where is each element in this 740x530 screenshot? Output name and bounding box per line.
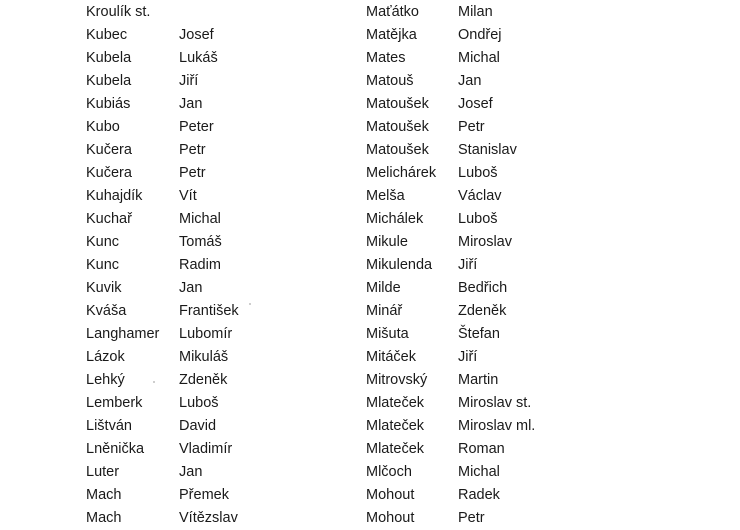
surname: Matějka: [366, 27, 417, 43]
surname: Mlateček: [366, 441, 425, 457]
surname: Lněnička: [86, 441, 145, 457]
surname: Mlčoch: [366, 464, 412, 480]
name-row: [366, 461, 535, 484]
name-row: [366, 70, 535, 93]
given-name: Vladimír: [179, 441, 233, 457]
given-name: Josef: [179, 27, 214, 43]
surname: Kunc: [86, 234, 120, 250]
given-name: Jan: [179, 280, 203, 296]
surname: Mitrovský: [366, 372, 428, 388]
surname: Kváša: [86, 303, 127, 319]
surname: Michálek: [366, 211, 424, 227]
name-row: [86, 438, 239, 461]
surname: Kučera: [86, 165, 132, 181]
surname: Mach: [86, 510, 122, 526]
name-row: [366, 346, 535, 369]
name-row: [86, 185, 239, 208]
scan-speck: [153, 381, 155, 383]
name-row: [366, 277, 535, 300]
given-name: Štefan: [458, 326, 500, 342]
given-name: Peter: [179, 119, 214, 135]
name-row: [366, 47, 535, 70]
given-name: Jan: [179, 464, 203, 480]
given-name: Bedřich: [458, 280, 508, 296]
surname: Lemberk: [86, 395, 143, 411]
given-name: Ondřej: [458, 27, 502, 43]
given-name: Miroslav: [458, 234, 512, 250]
given-name: Vítězslav: [179, 510, 238, 526]
surname: Kuvik: [86, 280, 122, 296]
surname: Lištván: [86, 418, 132, 434]
name-row: [366, 415, 535, 438]
given-name: Luboš: [179, 395, 219, 411]
name-row: [366, 300, 535, 323]
name-row: [86, 254, 239, 277]
given-name: Michal: [458, 464, 500, 480]
name-row: [86, 415, 239, 438]
name-row: [366, 323, 535, 346]
given-name: Michal: [179, 211, 221, 227]
name-row: [366, 231, 535, 254]
given-name: Petr: [458, 510, 485, 526]
name-row: [366, 139, 535, 162]
given-name: Vít: [179, 188, 197, 204]
name-row: [86, 231, 239, 254]
name-row: [366, 116, 535, 139]
surname: Melichárek: [366, 165, 437, 181]
given-name: Lukáš: [179, 50, 218, 66]
surname: Matoušek: [366, 142, 429, 158]
name-row: [86, 484, 239, 507]
given-name: Jiří: [179, 73, 199, 89]
given-name: František: [179, 303, 239, 319]
surname: Mitáček: [366, 349, 416, 365]
given-name: Jiří: [458, 257, 478, 273]
surname: Mlateček: [366, 395, 425, 411]
given-name: Petr: [179, 165, 206, 181]
given-name: Martin: [458, 372, 499, 388]
given-name: Luboš: [458, 211, 498, 227]
name-row: [366, 93, 535, 116]
surname: Kubo: [86, 119, 120, 135]
given-name: Tomáš: [179, 234, 222, 250]
surname: Kučera: [86, 142, 132, 158]
surname: Mikulenda: [366, 257, 433, 273]
surname: Milde: [366, 280, 401, 296]
given-name: Radek: [458, 487, 500, 503]
surname: Luter: [86, 464, 120, 480]
name-row: [86, 93, 239, 116]
name-row: [86, 1, 239, 24]
given-name: Petr: [458, 119, 485, 135]
surname: Maťátko: [366, 4, 419, 20]
given-name: Lubomír: [179, 326, 233, 342]
names-column-left: [86, 1, 239, 530]
name-row: [366, 208, 535, 231]
name-row: [86, 369, 239, 392]
surname: Lehký: [86, 372, 125, 388]
surname: Matoušek: [366, 119, 429, 135]
given-name: Roman: [458, 441, 505, 457]
name-row: [366, 1, 535, 24]
surname: Kunc: [86, 257, 120, 273]
name-row: [86, 24, 239, 47]
name-row: [86, 507, 239, 530]
surname: Mišuta: [366, 326, 409, 342]
name-row: [366, 24, 535, 47]
surname: Kroulík st.: [86, 4, 151, 20]
given-name: Zdeněk: [179, 372, 228, 388]
surname: Mlateček: [366, 418, 425, 434]
name-row: [366, 185, 535, 208]
name-row: [366, 507, 535, 530]
surname: Kubela: [86, 73, 132, 89]
name-row: [366, 438, 535, 461]
given-name: Mikuláš: [179, 349, 229, 365]
name-row: [366, 484, 535, 507]
name-row: [366, 392, 535, 415]
surname: Kuhajdík: [86, 188, 143, 204]
surname: Kubela: [86, 50, 132, 66]
name-row: [86, 208, 239, 231]
surname: Minář: [366, 303, 403, 319]
given-name: Přemek: [179, 487, 229, 503]
given-name: Stanislav: [458, 142, 517, 158]
name-row: [86, 162, 239, 185]
name-row: [86, 461, 239, 484]
surname: Kubiás: [86, 96, 131, 112]
surname: Melša: [366, 188, 405, 204]
surname: Mikule: [366, 234, 408, 250]
given-name: Milan: [458, 4, 493, 20]
surname: Matouš: [366, 73, 414, 89]
name-row: [86, 346, 239, 369]
given-name: Michal: [458, 50, 500, 66]
given-name: Jan: [179, 96, 203, 112]
surname: Mohout: [366, 487, 415, 503]
name-row: [86, 323, 239, 346]
given-name: David: [179, 418, 217, 434]
given-name: Jiří: [458, 349, 478, 365]
name-row: [86, 277, 239, 300]
surname: Mohout: [366, 510, 415, 526]
given-name: Radim: [179, 257, 221, 273]
given-name: Zdeněk: [458, 303, 507, 319]
name-row: [86, 116, 239, 139]
names-column-right: [366, 1, 535, 530]
surname: Matoušek: [366, 96, 429, 112]
name-row: [86, 300, 239, 323]
name-row: [366, 254, 535, 277]
given-name: Miroslav ml.: [458, 418, 536, 434]
given-name: Petr: [179, 142, 206, 158]
scan-speck: [249, 303, 251, 305]
name-row: [86, 392, 239, 415]
surname: Lázok: [86, 349, 125, 365]
name-row: [366, 369, 535, 392]
name-row: [86, 70, 239, 93]
given-name: Jan: [458, 73, 482, 89]
surname: Mates: [366, 50, 406, 66]
given-name: Josef: [458, 96, 493, 112]
given-name: Luboš: [458, 165, 498, 181]
given-name: Miroslav st.: [458, 395, 532, 411]
name-row: [366, 162, 535, 185]
given-name: Václav: [458, 188, 502, 204]
name-row: [86, 47, 239, 70]
surname: Kubec: [86, 27, 128, 43]
surname: Kuchař: [86, 211, 132, 227]
surname: Langhamer: [86, 326, 160, 342]
name-row: [86, 139, 239, 162]
surname: Mach: [86, 487, 122, 503]
